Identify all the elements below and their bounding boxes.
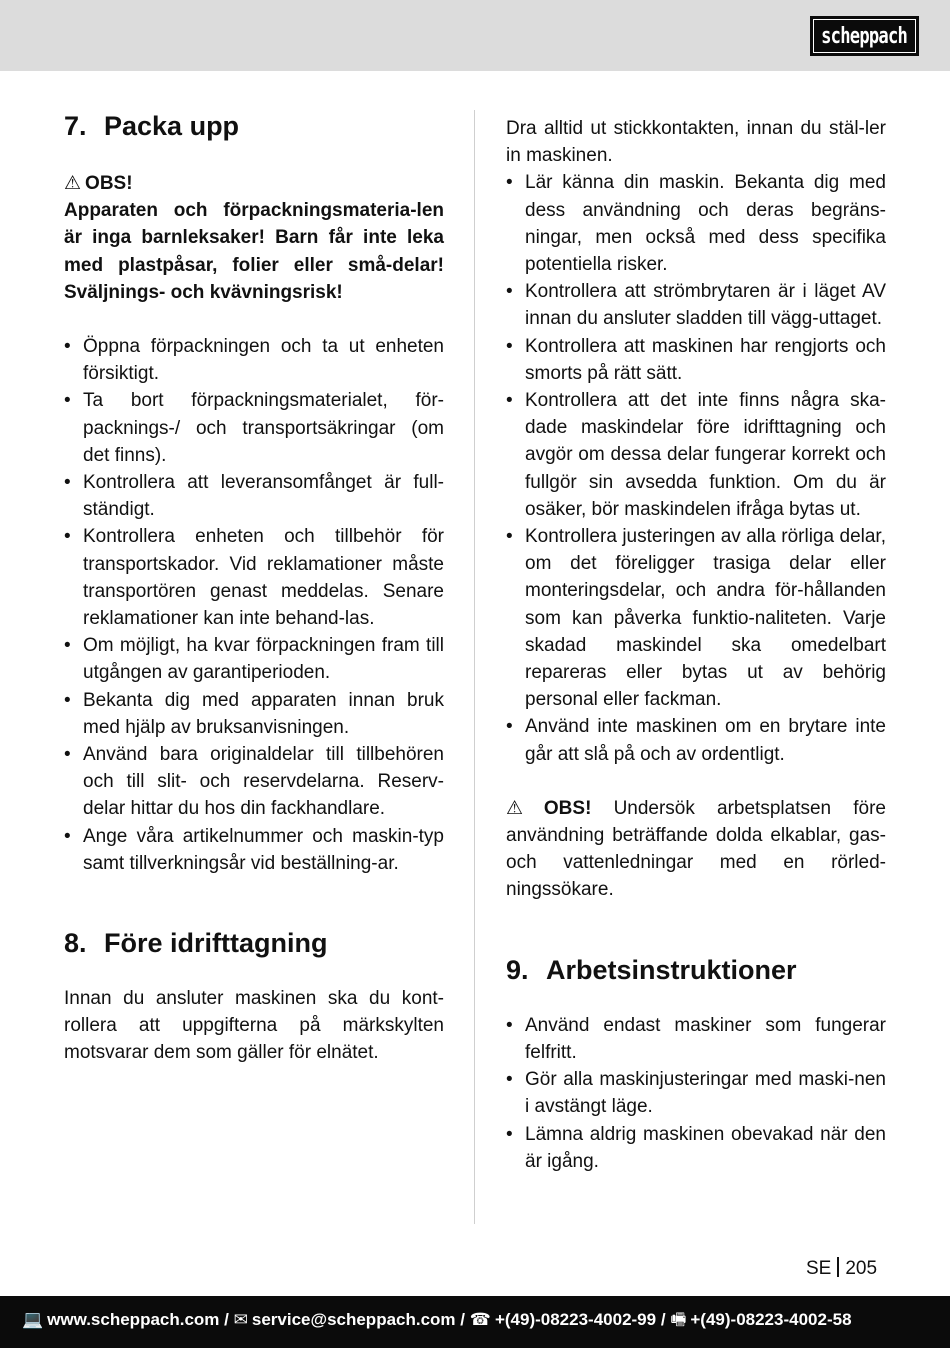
warning-label: OBS! (543, 797, 592, 819)
column-divider (474, 110, 475, 1224)
footer-separator: / (660, 1310, 666, 1329)
list-item-text: Lämna aldrig maskinen obevakad när den är igång. (525, 1123, 886, 1172)
warning-title (64, 170, 444, 197)
list-item-text: Ta bort förpackningsmaterialet, för-packnings-/ och transportsäkringar (om det finns). (83, 390, 444, 466)
warning-triangle-icon: ⚠ (506, 797, 540, 819)
list-item-text: Kontrollera att leveransomfånget är full-ständigt. (83, 472, 444, 521)
warning-box (64, 170, 444, 306)
section-8-heading (64, 927, 444, 959)
list-item (506, 169, 886, 278)
footer-fax: +(49)-08223-4002-58 (690, 1310, 852, 1329)
bullet-icon: • (64, 472, 71, 494)
list-item-text: Kontrollera enheten och tillbehör för transportskador. Vid reklamationer måste transportören genast meddelas. Senare reklamationer kan inte behand-las. (83, 526, 444, 630)
warning-text: Apparaten och förpackningsmateria-len är inga barnleksaker! Barn får inte leka med plastpåsar, folier eller små-delar! Sväljnings- och kvävningsrisk! (64, 200, 444, 303)
warning-triangle-icon: ⚠ (64, 173, 82, 194)
section-7-heading (64, 110, 444, 142)
bullet-icon: • (506, 1069, 513, 1091)
bullet-icon: • (64, 744, 71, 766)
fax-icon: 🖷 (670, 1310, 687, 1329)
list-item (506, 1121, 886, 1175)
bullet-icon: • (64, 336, 71, 358)
logo-text: scheppach (821, 23, 908, 49)
list-item (506, 387, 886, 523)
list-item (506, 278, 886, 332)
list-item (64, 823, 444, 877)
bullet-icon: • (64, 689, 71, 711)
bullet-icon: • (506, 172, 513, 194)
bullet-icon: • (64, 526, 71, 548)
page-separator (837, 1257, 839, 1277)
bullet-icon: • (506, 716, 513, 738)
page-number-value: 205 (845, 1258, 878, 1279)
page-footer (0, 1296, 950, 1348)
bullet-icon: • (506, 335, 513, 357)
left-column (64, 110, 444, 1067)
section-title: Arbetsinstruktioner (546, 954, 797, 985)
list-item-text: Öppna förpackningen och ta ut enheten försiktigt. (83, 336, 444, 385)
warning-label: OBS! (85, 173, 133, 194)
list-item-text: Gör alla maskinjusteringar med maski-nen i avstängt läge. (525, 1069, 886, 1118)
envelope-icon: ✉ (233, 1310, 248, 1329)
list-item (64, 741, 444, 823)
list-item (64, 469, 444, 523)
list-item-text: Ange våra artikelnummer och maskin-typ samt tillverkningsår vid beställning-ar. (83, 825, 444, 874)
footer-website[interactable]: www.scheppach.com (47, 1310, 220, 1329)
bullet-icon: • (506, 281, 513, 303)
list-item (64, 687, 444, 741)
unpack-list (64, 333, 444, 877)
bullet-icon: • (506, 526, 513, 548)
page-number (806, 1255, 877, 1282)
warning-text: Undersök arbetsplatsen före användning beträffande dolda elkablar, gas- och vattenledningar med en rörled-ningssökare. (506, 797, 886, 901)
list-item-text: Använd inte maskinen om en brytare inte går att slå på och av ordentligt. (525, 716, 886, 765)
footer-separator: / (224, 1310, 229, 1329)
list-item-text: Kontrollera att maskinen har rengjorts och smorts på rätt sätt. (525, 335, 886, 384)
section-number: 9. (506, 954, 529, 985)
work-instructions-list (506, 1012, 886, 1175)
list-item (64, 333, 444, 387)
section-title: Packa upp (104, 111, 240, 141)
list-item-text: Lär känna din maskin. Bekanta dig med dess användning och deras begräns-ningar, men också med dess specifika potentiella risker. (525, 172, 886, 276)
list-item (506, 523, 886, 713)
bullet-icon: • (64, 635, 71, 657)
list-item (506, 333, 886, 387)
scheppach-logo (810, 16, 919, 56)
footer-phone[interactable]: +(49)-08223-4002-99 (494, 1310, 657, 1329)
list-item (64, 387, 444, 469)
safety-list (506, 169, 886, 767)
list-item-text: Kontrollera justeringen av alla rörliga delar, om det föreligger trasiga delar eller monteringsdelar, och andra för-hållanden som kan påverka funktio-naliteten. Varje skadad maskindel ska omedelbart repareras eller bytas ut av behörig personal eller fackman. (525, 526, 886, 711)
section-8-text: Innan du ansluter maskinen ska du kont-rollera att uppgifterna på märkskylten motsvarar dem som gäller för elnätet. (64, 988, 444, 1064)
bullet-icon: • (506, 390, 513, 412)
list-item-text: Använd endast maskiner som fungerar felfritt. (525, 1014, 886, 1063)
bullet-icon: • (506, 1123, 513, 1145)
warning-paragraph (506, 795, 886, 904)
phone-icon: ☎ (469, 1310, 491, 1329)
list-item (506, 713, 886, 767)
footer-separator: / (460, 1310, 466, 1329)
page-header (0, 0, 950, 71)
list-item-text: Om möjligt, ha kvar förpackningen fram till utgången av garantiperioden. (83, 635, 444, 684)
section-number: 7. (64, 111, 87, 141)
section-number: 8. (64, 928, 87, 959)
list-item-text: Kontrollera att det inte finns några ska-dade maskindelar före idrifttagning och avgör om dessa delar fungerar korrekt och fullgör sin avsedda funktion. Om du är osäker, bör maskindelen ifråga bytas ut. (525, 390, 886, 520)
footer-email[interactable]: service@scheppach.com (251, 1310, 456, 1329)
list-item-text: Bekanta dig med apparaten innan bruk med hjälp av bruksanvisningen. (83, 689, 444, 738)
list-item (506, 1012, 886, 1066)
list-item (64, 523, 444, 632)
list-item (64, 632, 444, 686)
bullet-icon: • (506, 1014, 513, 1036)
bullet-icon: • (64, 825, 71, 847)
laptop-icon: 💻 (22, 1310, 44, 1329)
section-9-heading (506, 954, 886, 986)
list-item-text: Kontrollera att strömbrytaren är i läget AV innan du ansluter sladden till vägg-uttaget. (525, 281, 886, 330)
list-item (506, 1066, 886, 1120)
page-lang: SE (806, 1258, 832, 1279)
list-item-text: Använd bara originaldelar till tillbehören och till slit- och reservdelarna. Reserv-delar hittar du hos din fackhandlare. (83, 744, 444, 820)
bullet-icon: • (64, 390, 71, 412)
intro-text: Dra alltid ut stickkontakten, innan du stäl-ler in maskinen. (506, 118, 886, 167)
right-column (506, 115, 886, 1175)
section-title: Före idrifttagning (104, 928, 328, 959)
